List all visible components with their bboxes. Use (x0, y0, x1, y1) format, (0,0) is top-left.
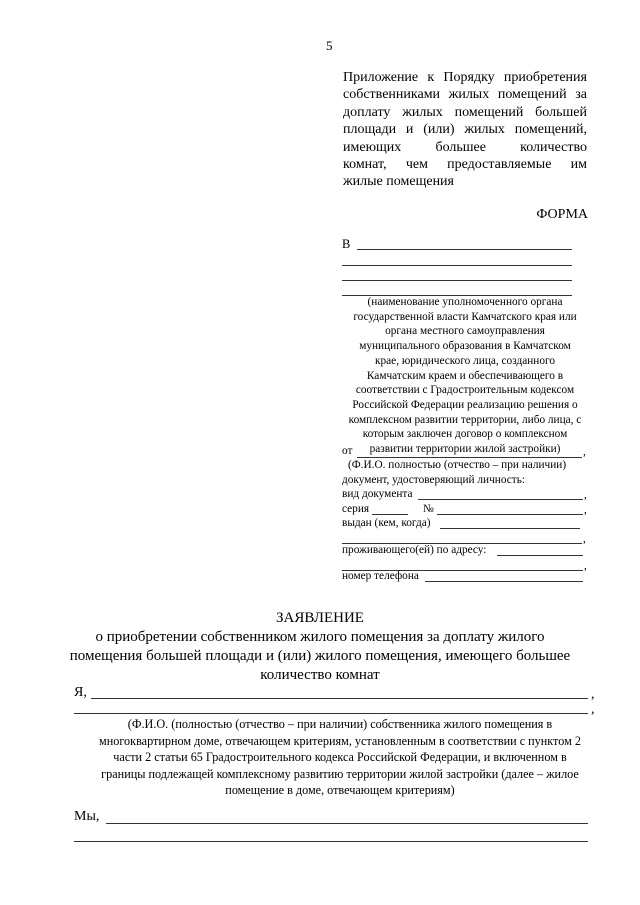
appendix-line (343, 156, 587, 173)
form-label: ФОРМА (536, 207, 588, 222)
subtitle-line: помещения большей площади и (или) жилого помещения, имеющего большее (69, 648, 571, 664)
from-prefix: от (342, 445, 353, 457)
recipient-caption-line: развитии территории жилой застройки) (369, 443, 561, 456)
applicant-fio-caption: (Ф.И.О. полностью (отчество – при наличии) (348, 459, 567, 471)
appendix-block (343, 69, 587, 191)
owner-name-line-2[interactable] (74, 713, 588, 714)
appendix-word: большее (435, 139, 486, 155)
recipient-caption-line: (наименование уполномоченного органа (367, 296, 563, 308)
owner-caption-line: (Ф.И.О. (полностью (отчество – при наличии) собственника жилого помещения в (127, 717, 553, 731)
appendix-word: предоставляемые (447, 157, 552, 173)
phone-field[interactable] (425, 581, 583, 582)
appendix-word: за (575, 87, 587, 103)
statement-title: ЗАЯВЛЕНИЕ (276, 610, 364, 626)
recipient-input-line-2[interactable] (342, 265, 572, 266)
appendix-word: помещений (497, 87, 567, 103)
recipient-input-line-3[interactable] (342, 280, 572, 281)
owner-caption-line: многоквартирном доме, отвечающем критериям, установленным в соответствии с пунктом 2 (99, 733, 581, 748)
residing-label: проживающего(ей) по адресу: (342, 544, 487, 556)
appendix-line (343, 104, 587, 121)
series-label: серия (342, 503, 370, 515)
appendix-word: к (427, 70, 435, 85)
comma: , (583, 446, 586, 458)
appendix-word: имеющих (343, 139, 402, 155)
comma: , (591, 702, 595, 717)
appendix-word: и (405, 122, 414, 138)
comma: , (584, 504, 587, 516)
issued-label: выдан (кем, когда) (342, 517, 431, 529)
appendix-line (343, 69, 587, 86)
doc-type-field[interactable] (418, 499, 583, 500)
phone-label: номер телефона (342, 570, 419, 582)
appendix-word: чем (405, 157, 428, 173)
appendix-word: большей (535, 104, 587, 120)
appendix-word: собственниками (343, 87, 441, 103)
appendix-line (343, 173, 587, 190)
id-document-label: документ, удостоверяющий личность: (342, 474, 525, 486)
owners-name-line-2[interactable] (74, 841, 588, 842)
appendix-line (343, 139, 587, 156)
number-field[interactable] (437, 514, 583, 515)
series-field[interactable] (372, 514, 408, 515)
appendix-word: жилые помещения (343, 174, 454, 190)
appendix-word: им (570, 157, 587, 173)
owner-name-line-1[interactable] (91, 698, 588, 699)
appendix-word: жилых (402, 104, 443, 120)
appendix-word: жилых (448, 87, 490, 103)
number-label: № (423, 503, 434, 515)
recipient-caption (340, 295, 590, 457)
recipient-caption-line: муниципального образования в Камчатском (359, 340, 571, 353)
subtitle-line: количество комнат (260, 667, 380, 683)
recipient-caption-line: которым заключен договор о комплексном (362, 428, 568, 441)
appendix-word: помещений, (514, 122, 587, 138)
appendix-word: Приложение (343, 70, 419, 85)
owner-caption-line: помещение в доме, отвечающем критериям) (225, 783, 455, 797)
recipient-caption-line: комплексном развитии территории, либо лица, с (348, 413, 582, 426)
to-prefix: В (342, 237, 351, 251)
appendix-word: помещений (454, 104, 524, 120)
recipient-caption-line: органа местного самоуправления (385, 325, 545, 338)
appendix-word: Порядку (443, 70, 495, 85)
appendix-word: (или) (423, 122, 455, 138)
comma: , (583, 533, 586, 545)
appendix-word: комнат, (343, 157, 387, 173)
owner-caption-line: границы подлежащей комплексному развитию территории жилой застройки (далее – жилое (101, 766, 579, 781)
owner-caption (72, 716, 608, 799)
comma: , (584, 489, 587, 501)
appendix-line (343, 86, 587, 103)
my-label: Мы, (74, 809, 100, 824)
appendix-word: жилых (464, 122, 505, 138)
recipient-caption-line: государственной власти Камчатского края или (353, 310, 577, 323)
recipient-input-line-1[interactable] (357, 249, 572, 250)
appendix-word: количество (520, 139, 587, 155)
appendix-word: приобретения (503, 70, 587, 85)
ya-label: Я, (74, 685, 87, 700)
address-field-1[interactable] (497, 555, 583, 556)
issued-field-1[interactable] (440, 528, 580, 529)
comma: , (584, 560, 587, 572)
owners-name-line-1[interactable] (106, 823, 588, 824)
statement-subtitle (0, 628, 640, 685)
recipient-caption-line: соответствии с Градостроительным кодексом (355, 384, 575, 397)
appendix-line (343, 121, 587, 138)
recipient-caption-line: крае, юридического лица, созданного (375, 354, 555, 367)
owner-caption-line: части 2 статьи 65 Градостроительного кодекса Российской Федерации, и включенном в (113, 750, 567, 764)
appendix-word: площади (343, 122, 397, 138)
recipient-caption-line: Российской Федерации реализацию решения о (352, 398, 578, 411)
subtitle-line: о приобретении собственником жилого помещения за доплату жилого (95, 629, 545, 645)
recipient-caption-line: Камчатским краем и обеспечивающего в (366, 369, 564, 382)
comma: , (591, 687, 595, 702)
page-number: 5 (326, 38, 333, 53)
applicant-name-line[interactable] (357, 457, 582, 458)
doc-type-label: вид документа (342, 488, 413, 500)
appendix-word: доплату (343, 104, 391, 120)
